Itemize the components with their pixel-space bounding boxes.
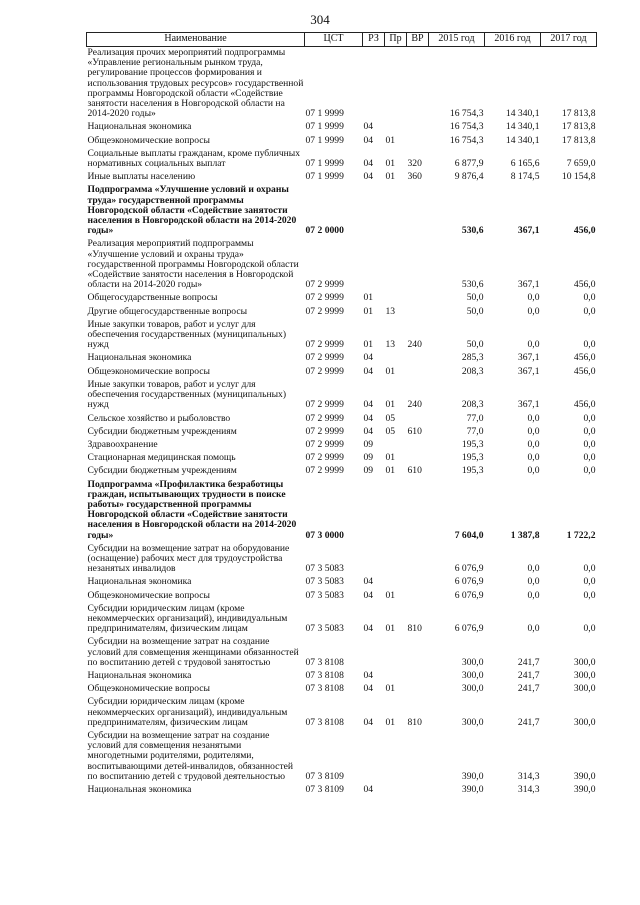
row-pr: 01 xyxy=(385,399,396,411)
row-vr xyxy=(407,590,429,603)
column-header-2015: 2015 год xyxy=(429,33,485,47)
row-pr xyxy=(385,352,407,365)
row-cst: 07 3 8109 xyxy=(305,784,344,795)
row-2016: 241,7 xyxy=(517,656,540,668)
row-2016: 241,7 xyxy=(517,716,540,728)
row-cst: 07 2 9999 xyxy=(305,425,344,437)
row-name: Субсидии на возмещение затрат на оборудование (оснащение) рабочих мест для трудоустройства незанятых инвалидов xyxy=(87,542,290,575)
page-number: 304 xyxy=(310,12,330,27)
row-2016: 0,0 xyxy=(527,576,540,588)
row-cst: 07 1 9999 xyxy=(305,171,344,183)
table-row xyxy=(87,603,597,637)
row-pr xyxy=(385,121,407,134)
row-pr xyxy=(385,784,407,797)
row-pr xyxy=(385,184,407,238)
budget-table xyxy=(86,32,597,797)
table-row xyxy=(87,543,597,577)
row-pr xyxy=(385,47,407,122)
row-cst: 07 2 9999 xyxy=(305,438,344,450)
row-name: Национальная экономика xyxy=(87,576,192,588)
row-name: Другие общегосударственные вопросы xyxy=(87,305,248,317)
row-name: Субсидии бюджетным учреждениям xyxy=(87,425,237,437)
row-vr xyxy=(407,292,429,305)
row-pr: 05 xyxy=(385,425,396,437)
row-2016: 14 340,1 xyxy=(505,108,540,120)
row-2016: 0,0 xyxy=(527,589,540,601)
row-2017: 0,0 xyxy=(583,339,596,351)
table-row xyxy=(87,636,597,670)
row-cst: 07 1 9999 xyxy=(305,134,344,146)
row-2017: 0,0 xyxy=(583,465,596,477)
row-2016: 0,0 xyxy=(527,305,540,317)
row-2016: 14 340,1 xyxy=(505,134,540,146)
row-pr: 01 xyxy=(385,171,396,183)
row-pr xyxy=(385,543,407,577)
row-rz: 01 xyxy=(363,292,374,304)
row-pr: 01 xyxy=(385,158,396,170)
row-rz: 04 xyxy=(363,158,374,170)
row-cst: 07 2 9999 xyxy=(305,452,344,464)
row-2017: 390,0 xyxy=(573,770,596,782)
row-pr xyxy=(385,479,407,543)
row-cst: 07 3 8108 xyxy=(305,716,344,728)
row-cst: 07 2 9999 xyxy=(305,465,344,477)
row-2016: 0,0 xyxy=(527,465,540,477)
column-header-pr: Пр xyxy=(385,33,407,47)
row-2015: 6 076,9 xyxy=(454,623,484,635)
column-header-2017: 2017 год xyxy=(541,33,597,47)
row-name: Общеэкономические вопросы xyxy=(87,589,210,601)
row-name: Общегосударственные вопросы xyxy=(87,292,218,304)
row-rz xyxy=(363,184,385,238)
row-cst: 07 2 0000 xyxy=(305,225,344,237)
row-2015: 300,0 xyxy=(461,716,484,728)
row-vr: 610 xyxy=(407,465,422,477)
row-2016: 0,0 xyxy=(527,339,540,351)
row-rz: 04 xyxy=(363,121,374,133)
row-2015: 7 604,0 xyxy=(454,529,484,541)
row-vr xyxy=(407,576,429,589)
row-rz xyxy=(363,47,385,122)
row-vr xyxy=(407,366,429,379)
row-vr xyxy=(407,543,429,577)
row-pr: 01 xyxy=(385,365,396,377)
row-name: Субсидии на возмещение затрат на создание условий для совмещения незанятыми многодетными родителями, родителями, воспитывающими детей-инвалидов, обязанностей по воспитанию детей с трудовой деятельностью xyxy=(87,729,294,782)
row-2017: 0,0 xyxy=(583,425,596,437)
row-2017: 456,0 xyxy=(573,365,596,377)
row-name: Национальная экономика xyxy=(87,121,192,133)
row-cst: 07 3 5083 xyxy=(305,576,344,588)
row-2015: 77,0 xyxy=(466,412,484,424)
row-pr: 01 xyxy=(385,623,396,635)
row-2016: 367,1 xyxy=(517,352,540,364)
table-row xyxy=(87,366,597,379)
row-pr: 01 xyxy=(385,452,396,464)
row-rz: 09 xyxy=(363,452,374,464)
row-2017: 300,0 xyxy=(573,716,596,728)
row-2016: 0,0 xyxy=(527,412,540,424)
row-name: Подпрограмма «Профилактика безработицы граждан, испытывающих трудности в поиске работы» государственной программы Новгородской области «Содействие занятости населения в Новгородской области на 2014-2020 годы» xyxy=(87,478,297,541)
row-2016: 8 174,5 xyxy=(510,171,540,183)
table-row xyxy=(87,306,597,319)
row-2016: 14 340,1 xyxy=(505,121,540,133)
row-2015: 6 076,9 xyxy=(454,563,484,575)
row-pr: 13 xyxy=(385,339,396,351)
column-header-cst: ЦСТ xyxy=(305,33,363,47)
row-2015: 9 876,4 xyxy=(454,171,484,183)
table-row xyxy=(87,696,597,730)
row-2016: 367,1 xyxy=(517,399,540,411)
row-2016: 367,1 xyxy=(517,279,540,291)
row-2017: 456,0 xyxy=(573,352,596,364)
table-row xyxy=(87,352,597,365)
table-row xyxy=(87,683,597,696)
row-pr xyxy=(385,636,407,670)
row-rz xyxy=(363,543,385,577)
row-pr xyxy=(385,238,407,292)
row-2017: 300,0 xyxy=(573,656,596,668)
row-rz: 04 xyxy=(363,784,374,795)
row-rz: 04 xyxy=(363,589,374,601)
row-name: Субсидии на возмещение затрат на создание условий для совмещения женщинами обязанностей по воспитанию детей с трудовой занятостью xyxy=(87,636,299,668)
row-2015: 6 076,9 xyxy=(454,589,484,601)
row-2016: 314,3 xyxy=(517,770,540,782)
table-row xyxy=(87,47,597,122)
row-vr: 810 xyxy=(407,623,422,635)
row-name: Иные выплаты населению xyxy=(87,171,196,183)
row-pr: 01 xyxy=(385,716,396,728)
row-name: Реализация мероприятий подпрограммы «Улучшение условий и охраны труда» государственной программы Новгородской области «Содействие занятости населения в Новгородской области на 2014-2020 годы» xyxy=(87,238,299,291)
row-name: Подпрограмма «Улучшение условий и охраны труда» государственной программы Новгородской области «Содействие занятости населения в Новгородской области на 2014-2020 годы» xyxy=(87,184,297,237)
row-2015: 195,3 xyxy=(461,452,484,464)
row-2017: 1 722,2 xyxy=(566,529,596,541)
row-rz: 04 xyxy=(363,425,374,437)
row-cst: 07 2 9999 xyxy=(305,292,344,304)
row-rz: 01 xyxy=(363,305,374,317)
column-header-rz: РЗ xyxy=(363,33,385,47)
column-header-2016: 2016 год xyxy=(485,33,541,47)
row-name: Социальные выплаты гражданам, кроме публичных нормативных социальных выплат xyxy=(87,147,301,170)
row-cst: 07 3 5083 xyxy=(305,589,344,601)
row-2017: 0,0 xyxy=(583,305,596,317)
row-rz: 09 xyxy=(363,465,374,477)
row-rz xyxy=(363,479,385,543)
row-rz: 09 xyxy=(363,438,374,450)
row-2015: 16 754,3 xyxy=(449,121,484,133)
table-row xyxy=(87,148,597,171)
row-cst: 07 2 9999 xyxy=(305,365,344,377)
row-vr xyxy=(407,184,429,238)
row-2017: 456,0 xyxy=(573,279,596,291)
table-row xyxy=(87,184,597,238)
row-2015: 300,0 xyxy=(461,683,484,695)
row-pr: 05 xyxy=(385,412,396,424)
table-body xyxy=(87,47,597,798)
row-vr xyxy=(407,238,429,292)
row-vr xyxy=(407,352,429,365)
row-cst: 07 3 5083 xyxy=(305,563,344,575)
row-2017: 456,0 xyxy=(573,225,596,237)
table-row xyxy=(87,171,597,184)
row-cst: 07 3 5083 xyxy=(305,623,344,635)
row-2015: 6 076,9 xyxy=(454,576,484,588)
row-name: Сельское хозяйство и рыболовство xyxy=(87,412,231,424)
row-2017: 300,0 xyxy=(573,669,596,681)
row-cst: 07 2 9999 xyxy=(305,352,344,364)
row-pr: 01 xyxy=(385,465,396,477)
row-2017: 0,0 xyxy=(583,452,596,464)
row-rz: 04 xyxy=(363,352,374,364)
row-rz xyxy=(363,730,385,784)
row-vr xyxy=(407,683,429,696)
row-rz: 04 xyxy=(363,669,374,681)
row-2017: 17 813,8 xyxy=(561,121,596,133)
row-name: Иные закупки товаров, работ и услуг для обеспечения государственных (муниципальных) нужд xyxy=(87,378,287,411)
row-pr xyxy=(385,730,407,784)
row-2017: 390,0 xyxy=(573,784,596,795)
row-2015: 390,0 xyxy=(461,784,484,795)
row-vr: 810 xyxy=(407,716,422,728)
row-pr xyxy=(385,292,407,305)
row-2016: 0,0 xyxy=(527,292,540,304)
row-name: Здравоохранение xyxy=(87,438,158,450)
table-row xyxy=(87,465,597,478)
table-row xyxy=(87,121,597,134)
row-2016: 241,7 xyxy=(517,669,540,681)
table-row xyxy=(87,292,597,305)
table-row xyxy=(87,238,597,292)
table-row xyxy=(87,135,597,148)
row-2017: 0,0 xyxy=(583,412,596,424)
table-row xyxy=(87,426,597,439)
row-cst: 07 1 9999 xyxy=(305,121,344,133)
row-2015: 16 754,3 xyxy=(449,134,484,146)
row-2017: 0,0 xyxy=(583,576,596,588)
row-2017: 0,0 xyxy=(583,563,596,575)
table-row xyxy=(87,452,597,465)
table-header-row xyxy=(87,33,597,47)
row-2015: 195,3 xyxy=(461,438,484,450)
row-pr: 01 xyxy=(385,134,396,146)
row-cst: 07 2 9999 xyxy=(305,279,344,291)
table-row xyxy=(87,576,597,589)
column-header-name: Наименование xyxy=(87,33,305,47)
row-2015: 16 754,3 xyxy=(449,108,484,120)
row-2017: 10 154,8 xyxy=(561,171,596,183)
row-pr: 01 xyxy=(385,589,396,601)
row-2015: 530,6 xyxy=(461,225,484,237)
row-2015: 6 877,9 xyxy=(454,158,484,170)
row-name: Общеэкономические вопросы xyxy=(87,365,210,377)
row-2015: 77,0 xyxy=(466,425,484,437)
table-row xyxy=(87,479,597,543)
row-rz: 04 xyxy=(363,134,374,146)
row-rz: 04 xyxy=(363,412,374,424)
row-vr xyxy=(407,47,429,122)
row-2016: 1 387,8 xyxy=(510,529,540,541)
row-name: Общеэкономические вопросы xyxy=(87,134,210,146)
row-vr xyxy=(407,636,429,670)
row-vr xyxy=(407,121,429,134)
row-2017: 0,0 xyxy=(583,623,596,635)
row-vr xyxy=(407,452,429,465)
row-cst: 07 3 8108 xyxy=(305,683,344,695)
table-row xyxy=(87,319,597,353)
row-2017: 0,0 xyxy=(583,438,596,450)
row-cst: 07 3 8108 xyxy=(305,656,344,668)
row-vr: 320 xyxy=(407,158,422,170)
table-row xyxy=(87,670,597,683)
row-rz: 04 xyxy=(363,399,374,411)
row-name: Национальная экономика xyxy=(87,784,192,795)
row-name: Иные закупки товаров, работ и услуг для обеспечения государственных (муниципальных) нужд xyxy=(87,318,287,351)
row-2017: 17 813,8 xyxy=(561,134,596,146)
row-vr xyxy=(407,784,429,797)
row-rz: 04 xyxy=(363,716,374,728)
row-rz: 04 xyxy=(363,623,374,635)
row-2016: 6 165,6 xyxy=(510,158,540,170)
row-vr xyxy=(407,135,429,148)
row-name: Общеэкономические вопросы xyxy=(87,683,210,695)
row-vr xyxy=(407,306,429,319)
table-row xyxy=(87,379,597,413)
row-cst: 07 3 0000 xyxy=(305,529,344,541)
row-rz xyxy=(363,636,385,670)
row-2016: 241,7 xyxy=(517,683,540,695)
row-vr xyxy=(407,730,429,784)
row-2016: 0,0 xyxy=(527,563,540,575)
row-name: Субсидии юридическим лицам (кроме некоммерческих организаций), индивидуальным предпринимателям, физическим лицам xyxy=(87,696,288,728)
row-rz: 01 xyxy=(363,339,374,351)
row-rz xyxy=(363,238,385,292)
row-vr: 360 xyxy=(407,171,422,183)
row-cst: 07 2 9999 xyxy=(305,305,344,317)
row-vr: 240 xyxy=(407,339,422,351)
row-2017: 0,0 xyxy=(583,589,596,601)
table-row xyxy=(87,730,597,784)
row-2017: 0,0 xyxy=(583,292,596,304)
row-pr: 01 xyxy=(385,683,396,695)
row-vr: 610 xyxy=(407,425,422,437)
row-pr xyxy=(385,670,407,683)
row-2015: 50,0 xyxy=(466,339,484,351)
row-vr xyxy=(407,479,429,543)
column-header-vr: ВР xyxy=(407,33,429,47)
row-name: Субсидии юридическим лицам (кроме некоммерческих организаций), индивидуальным предпринимателям, физическим лицам xyxy=(87,602,288,635)
row-rz: 04 xyxy=(363,576,374,588)
row-name: Национальная экономика xyxy=(87,352,192,364)
row-2015: 390,0 xyxy=(461,770,484,782)
row-2017: 456,0 xyxy=(573,399,596,411)
row-cst: 07 3 8108 xyxy=(305,669,344,681)
row-2015: 285,3 xyxy=(461,352,484,364)
table-row xyxy=(87,590,597,603)
row-2015: 300,0 xyxy=(461,656,484,668)
row-cst: 07 1 9999 xyxy=(305,158,344,170)
row-vr xyxy=(407,439,429,452)
row-2015: 300,0 xyxy=(461,669,484,681)
table-row xyxy=(87,439,597,452)
row-cst: 07 2 9999 xyxy=(305,399,344,411)
row-2016: 367,1 xyxy=(517,225,540,237)
row-pr xyxy=(385,439,407,452)
row-2016: 0,0 xyxy=(527,623,540,635)
row-vr xyxy=(407,670,429,683)
row-rz: 04 xyxy=(363,683,374,695)
row-rz: 04 xyxy=(363,365,374,377)
row-2016: 0,0 xyxy=(527,452,540,464)
row-vr xyxy=(407,413,429,426)
row-2015: 530,6 xyxy=(461,279,484,291)
row-cst: 07 3 8109 xyxy=(305,770,344,782)
row-2017: 300,0 xyxy=(573,683,596,695)
row-pr: 13 xyxy=(385,305,396,317)
table-row xyxy=(87,413,597,426)
row-2015: 208,3 xyxy=(461,365,484,377)
row-2016: 0,0 xyxy=(527,438,540,450)
row-cst: 07 1 9999 xyxy=(305,108,344,120)
row-vr: 240 xyxy=(407,399,422,411)
row-pr xyxy=(385,576,407,589)
row-2016: 367,1 xyxy=(517,365,540,377)
row-2015: 50,0 xyxy=(466,305,484,317)
row-name: Национальная экономика xyxy=(87,669,192,681)
row-2017: 7 659,0 xyxy=(566,158,596,170)
row-2015: 195,3 xyxy=(461,465,484,477)
row-2016: 0,0 xyxy=(527,425,540,437)
row-rz: 04 xyxy=(363,171,374,183)
row-2017: 17 813,8 xyxy=(561,108,596,120)
row-cst: 07 2 9999 xyxy=(305,412,344,424)
row-name: Стационарная медицинская помощь xyxy=(87,452,236,464)
row-name: Субсидии бюджетным учреждениям xyxy=(87,465,237,477)
row-cst: 07 2 9999 xyxy=(305,339,344,351)
row-2015: 50,0 xyxy=(466,292,484,304)
row-2016: 314,3 xyxy=(517,784,540,795)
table-row xyxy=(87,784,597,797)
row-name: Реализация прочих мероприятий подпрограммы «Управление региональным рынком труда, регулирование процессов формирования и использования трудовых ресурсов» государственной программы Новгородской области «Содействие занятости населения в Новгородской области на 2014-2020 годы» xyxy=(87,47,304,120)
row-2015: 208,3 xyxy=(461,399,484,411)
